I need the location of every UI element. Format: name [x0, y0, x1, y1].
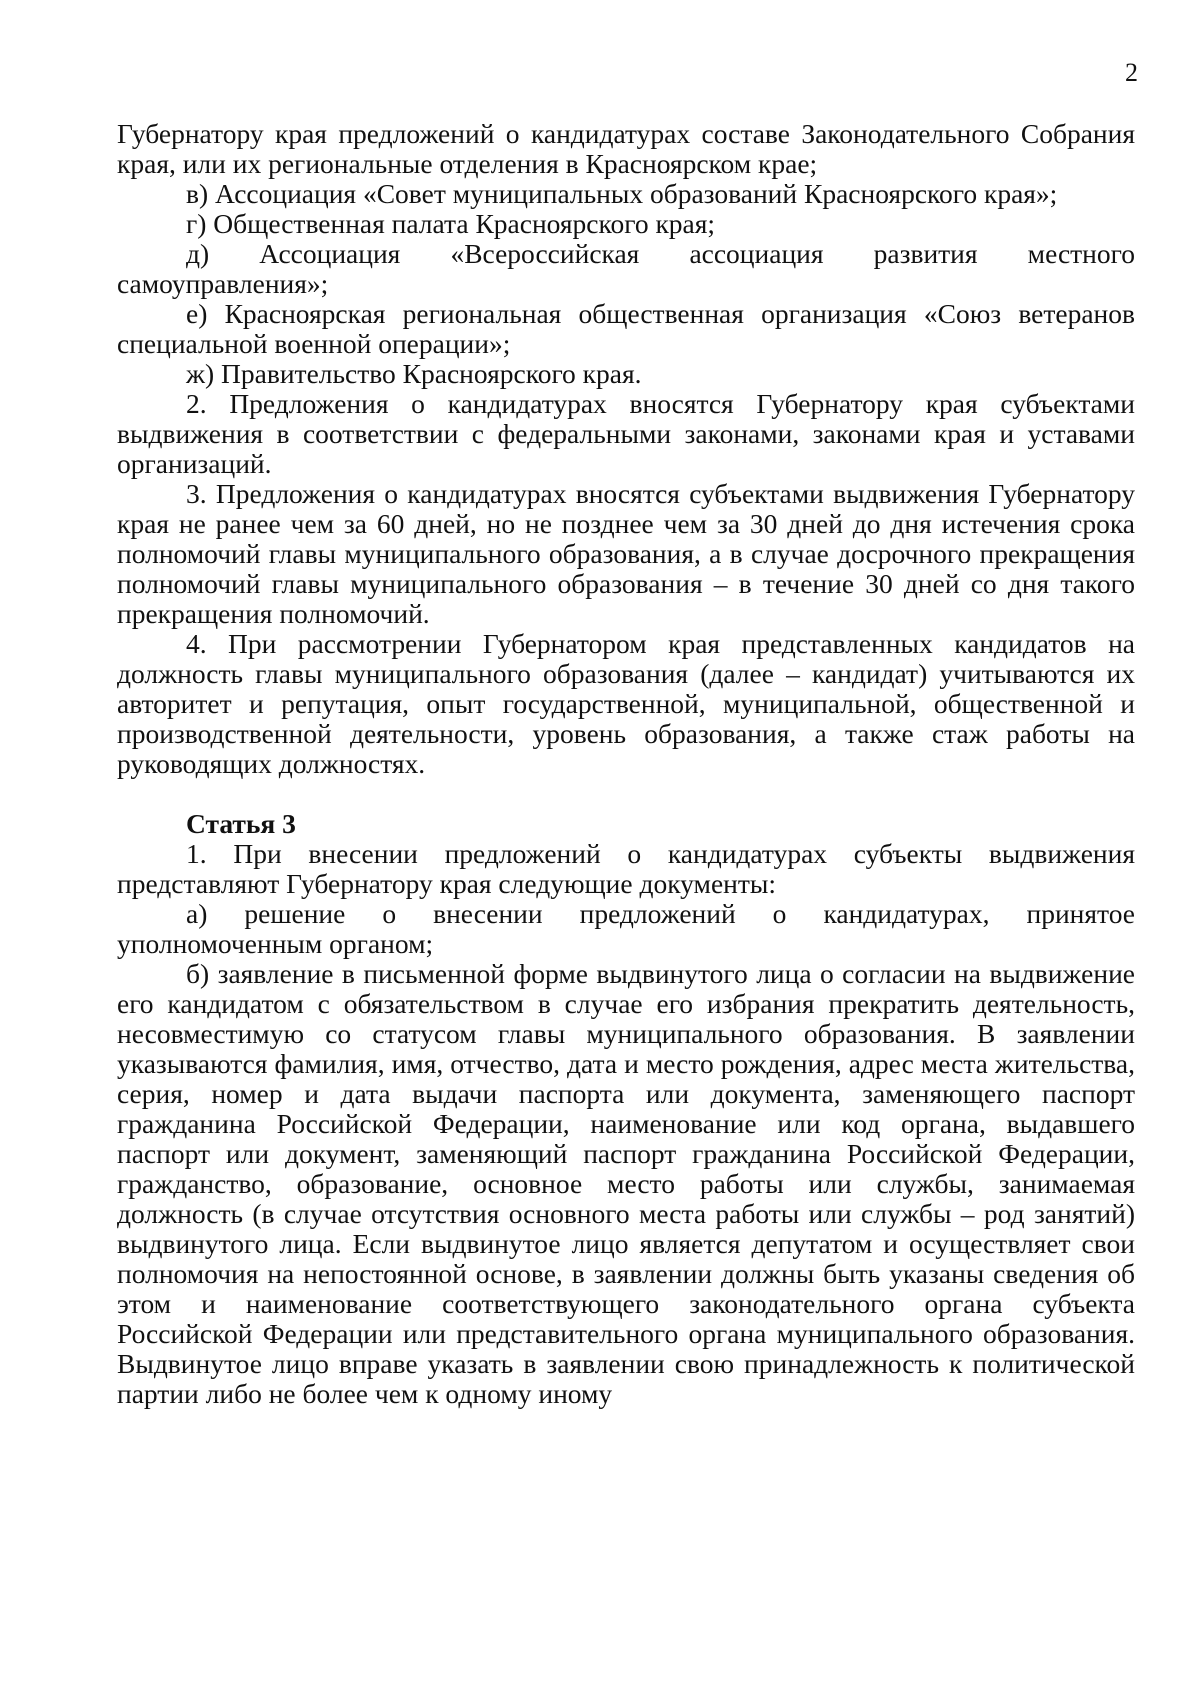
list-item-e: е) Красноярская региональная общественная организация «Союз ветеранов специальной военной операции»;: [117, 298, 1135, 359]
paragraph-2: 2. Предложения о кандидатурах вносятся Губернатору края субъектами выдвижения в соответствии с федеральными законами, законами края и уставами организаций.: [117, 388, 1135, 479]
list-item-zh: ж) Правительство Красноярского края.: [186, 358, 642, 389]
article-item-b: б) заявление в письменной форме выдвинутого лица о согласии на выдвижение его кандидатом с обязательством в случае его избрания прекратить деятельность, несовместимую со статусом главы муниципального образования. В заявлении указываются фамилия, имя, отчество, дата и место рождения, адрес места жительства, серия, номер и дата выдачи паспорта или документа, заменяющего паспорт гражданина Российской Федерации, наименование или код органа, выдавшего паспорт или документ, заменяющий паспорт гражданина Российской Федерации, гражданство, образование, основное место работы или службы, занимаемая должность (в случае отсутствия основного места работы или службы – род занятий) выдвинутого лица. Если выдвинутое лицо является депутатом и осуществляет свои полномочия на непостоянной основе, в заявлении должны быть указаны сведения об этом и наименование соответствующего законодательного органа субъекта Российской Федерации или представительного органа муниципального образования. Выдвинутое лицо вправе указать в заявлении свою принадлежность к политической партии либо не более чем к одному иному: [117, 958, 1135, 1409]
list-item-v: в) Ассоциация «Совет муниципальных образований Красноярского края»;: [186, 178, 1058, 209]
paragraph-4: 4. При рассмотрении Губернатором края представленных кандидатов на должность главы муниципального образования (далее – кандидат) учитываются их авторитет и репутация, опыт государственной, муниципальной, общественной и производственной деятельности, уровень образования, а также стаж работы на руководящих должностях.: [117, 628, 1135, 779]
list-item-g: г) Общественная палата Красноярского края;: [186, 208, 716, 239]
article-item-a: а) решение о внесении предложений о кандидатурах, принятое уполномоченным органом;: [117, 898, 1135, 959]
page-number: 2: [1125, 58, 1138, 87]
list-item-d: д) Ассоциация «Всероссийская ассоциация развития местного самоуправления»;: [117, 238, 1135, 299]
paragraph-3: 3. Предложения о кандидатурах вносятся субъектами выдвижения Губернатору края не ранее чем за 60 дней, но не позднее чем за 30 дней до дня истечения срока полномочий главы муниципального образования, а в случае досрочного прекращения полномочий главы муниципального образования – в течение 30 дней со дня такого прекращения полномочий.: [117, 478, 1135, 629]
article-paragraph-1: 1. При внесении предложений о кандидатурах субъекты выдвижения представляют Губернатору края следующие документы:: [117, 838, 1135, 899]
article-heading: Статья 3: [186, 808, 296, 839]
document-body: [117, 119, 1135, 1409]
paragraph-continuation: Губернатору края предложений о кандидатурах составе Законодательного Собрания края, или их региональные отделения в Красноярском крае;: [117, 118, 1135, 179]
